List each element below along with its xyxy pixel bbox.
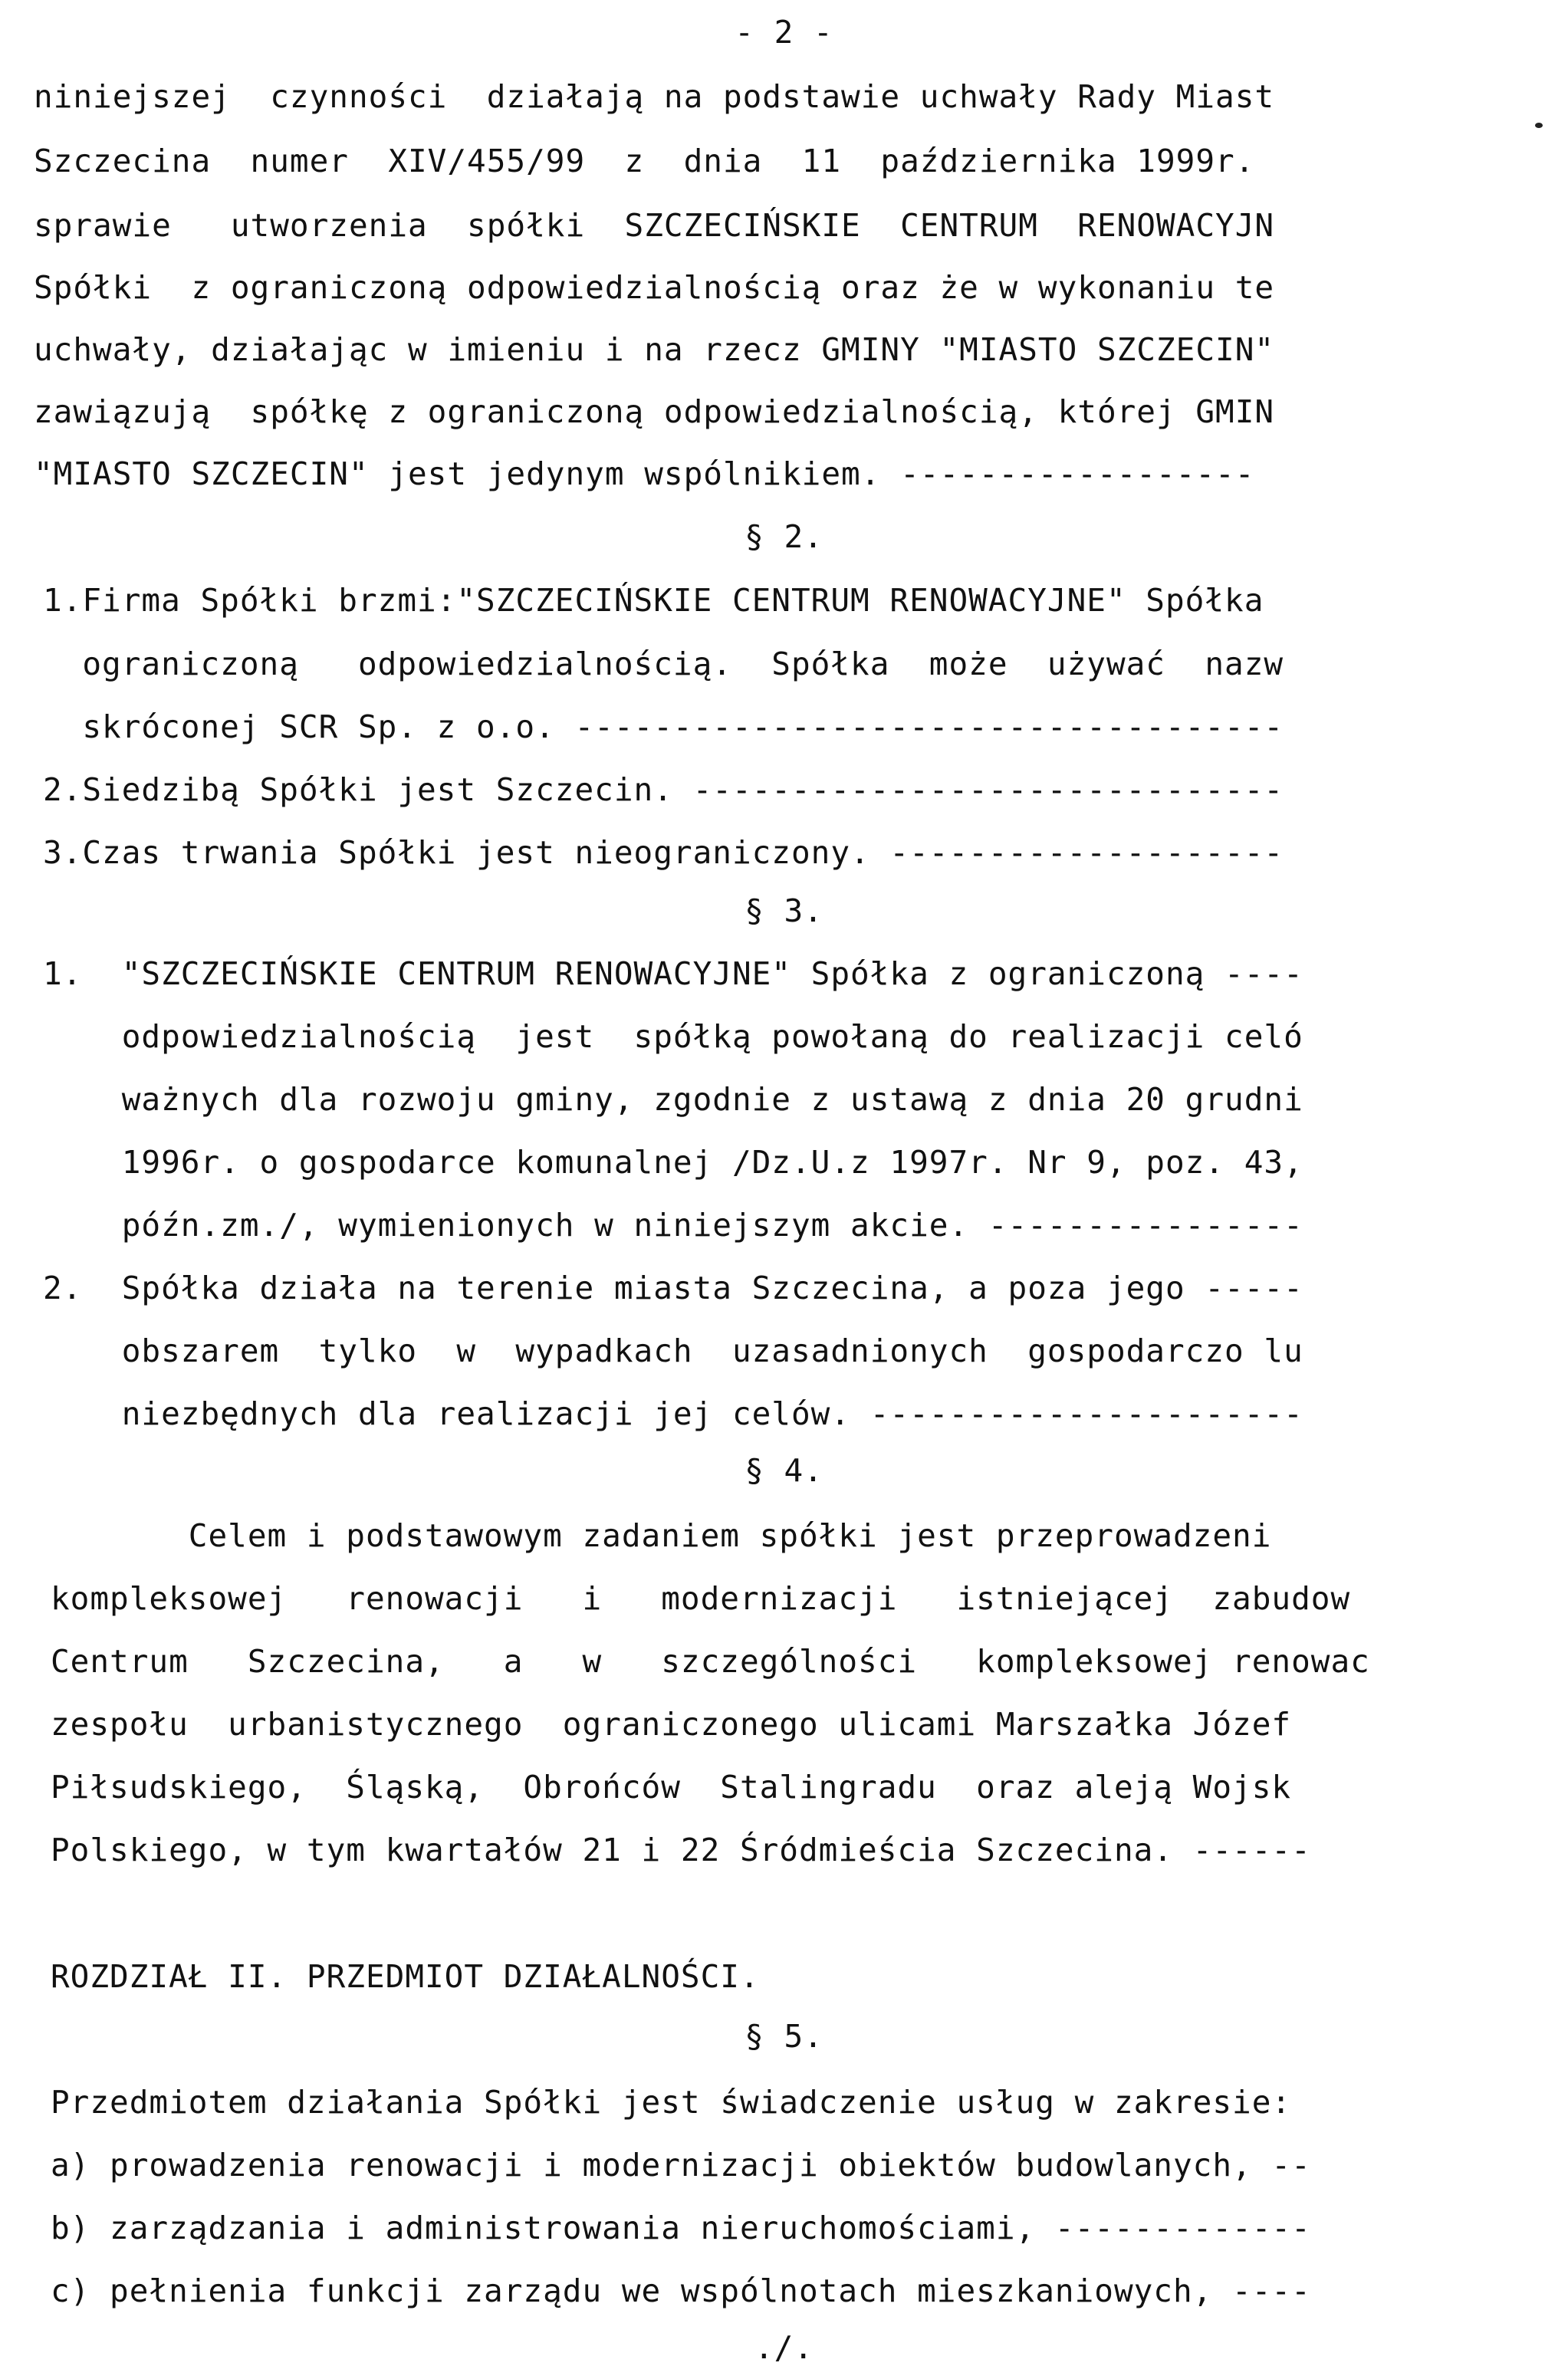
intro-line: Szczecina numer XIV/455/99 z dnia 11 października 1999r. xyxy=(34,143,1255,179)
list-item: a) prowadzenia renowacji i modernizacji obiektów budowlanych, -- xyxy=(51,2147,1311,2184)
section-heading: § 5. xyxy=(745,2018,823,2055)
chapter-heading: ROZDZIAŁ II. PRZEDMIOT DZIAŁALNOŚCI. xyxy=(51,1958,760,1995)
list-item: b) zarządzania i administrowania nieruchomościami, ------------- xyxy=(51,2210,1311,2246)
section-line: obszarem tylko w wypadkach uzasadnionych gospodarczo lu xyxy=(43,1333,1303,1369)
section-line: 2.Siedzibą Spółki jest Szczecin. ------------------------------ xyxy=(43,771,1284,808)
section-heading: § 4. xyxy=(745,1452,823,1489)
section-line: 1996r. o gospodarce komunalnej /Dz.U.z 1997r. Nr 9, poz. 43, xyxy=(43,1144,1303,1181)
section-line: Polskiego, w tym kwartałów 21 i 22 Śródmieścia Szczecina. ------ xyxy=(51,1832,1311,1868)
section-line: odpowiedzialnością jest spółką powołaną do realizacji celó xyxy=(43,1018,1303,1055)
intro-line: uchwały, działając w imieniu i na rzecz GMINY "MIASTO SZCZECIN" xyxy=(34,331,1275,368)
section-line: 2. Spółka działa na terenie miasta Szczecina, a poza jego ----- xyxy=(43,1270,1303,1306)
section-line: Przedmiotem działania Spółki jest świadczenie usług w zakresie: xyxy=(51,2084,1292,2121)
section-line: zespołu urbanistycznego ograniczonego ulicami Marszałka Józef xyxy=(51,1706,1292,1743)
intro-line: niniejszej czynności działają na podstawie uchwały Rady Miast xyxy=(34,78,1275,115)
section-line: Celem i podstawowym zadaniem spółki jest przeprowadzeni xyxy=(51,1517,1272,1554)
section-heading: § 2. xyxy=(745,518,823,555)
page-footer-mark: ./. xyxy=(754,2329,814,2366)
section-heading: § 3. xyxy=(745,892,823,929)
section-line: późn.zm./, wymienionych w niniejszym akcie. ---------------- xyxy=(43,1207,1303,1244)
section-line: 1. "SZCZECIŃSKIE CENTRUM RENOWACYJNE" Spółka z ograniczoną ---- xyxy=(43,955,1303,992)
intro-line: zawiązują spółkę z ograniczoną odpowiedzialnością, której GMIN xyxy=(34,393,1275,430)
section-line: ograniczoną odpowiedzialnością. Spółka może używać nazw xyxy=(43,646,1284,682)
section-line: niezbędnych dla realizacji jej celów. ---------------------- xyxy=(43,1395,1303,1432)
section-line: Centrum Szczecina, a w szczególności kompleksowej renowac xyxy=(51,1643,1370,1680)
section-line: 3.Czas trwania Spółki jest nieograniczony. -------------------- xyxy=(43,834,1284,871)
section-line: kompleksowej renowacji i modernizacji istniejącej zabudow xyxy=(51,1580,1351,1617)
intro-line: Spółki z ograniczoną odpowiedzialnością oraz że w wykonaniu te xyxy=(34,269,1275,306)
section-line: 1.Firma Spółki brzmi:"SZCZECIŃSKIE CENTRUM RENOWACYJNE" Spółka xyxy=(43,582,1264,619)
section-line: Piłsudskiego, Śląską, Obrońców Stalingradu oraz aleją Wojsk xyxy=(51,1769,1292,1806)
intro-line: "MIASTO SZCZECIN" jest jedynym wspólnikiem. ------------------ xyxy=(34,455,1255,492)
section-line: skróconej SCR Sp. z o.o. ------------------------------------ xyxy=(43,708,1284,745)
intro-line: sprawie utworzenia spółki SZCZECIŃSKIE CENTRUM RENOWACYJN xyxy=(34,207,1275,244)
page-number: - 2 - xyxy=(735,14,833,51)
list-item: c) pełnienia funkcji zarządu we wspólnotach mieszkaniowych, ---- xyxy=(51,2272,1311,2309)
section-line: ważnych dla rozwoju gminy, zgodnie z ustawą z dnia 20 grudni xyxy=(43,1081,1303,1118)
scan-speck xyxy=(1535,123,1543,128)
